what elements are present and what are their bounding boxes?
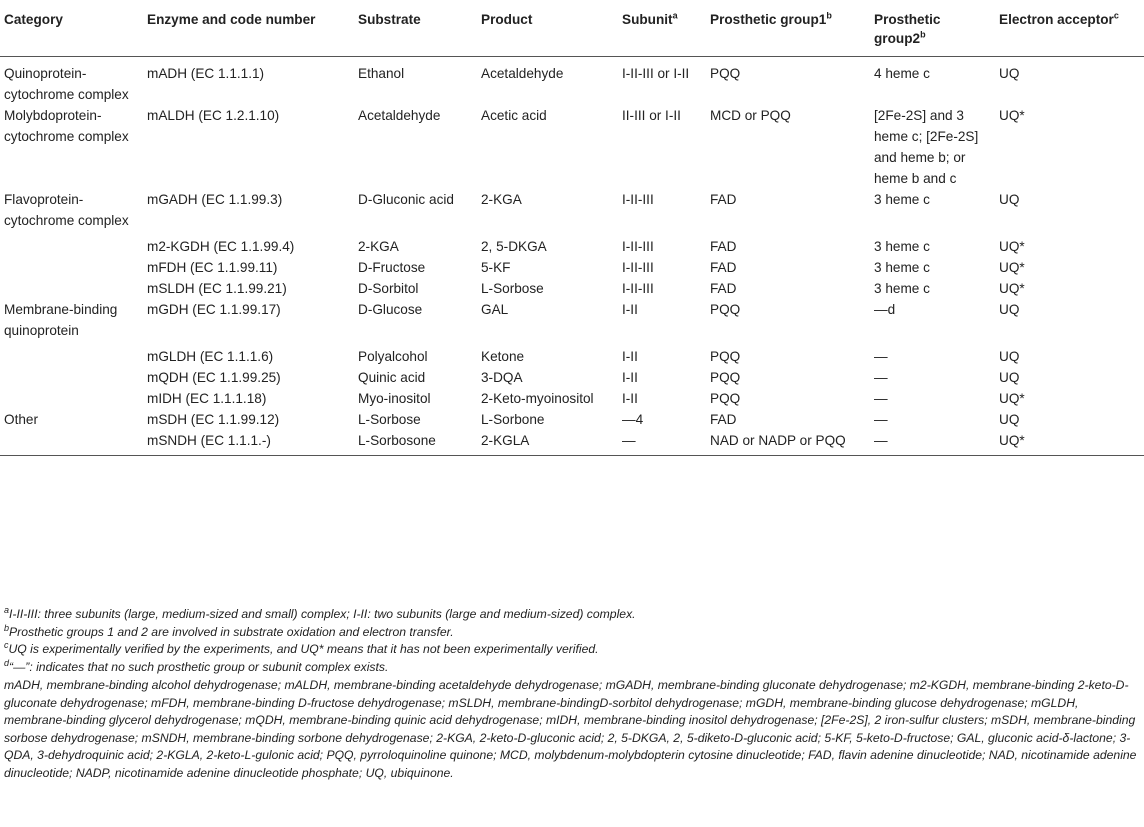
cell-pg2: — (874, 391, 888, 406)
cell-pg1: PQQ (710, 370, 741, 385)
header-substrate: Substrate (354, 4, 477, 57)
cell-product: 5-KF (481, 260, 511, 275)
cell-acceptor: UQ (999, 349, 1020, 364)
cell-pg2: — (874, 412, 888, 427)
cell-acceptor: UQ* (995, 430, 1144, 456)
table-row (0, 388, 1144, 409)
cell-pg1: FAD (710, 281, 737, 296)
cell-acceptor: UQ (999, 66, 1020, 81)
header-electron-acceptor: Electron acceptor$^c$ (995, 4, 1144, 57)
cell-enzyme: mALDH (EC 1.2.1.10) (147, 108, 280, 123)
cell-pg2: 4 heme c (874, 66, 930, 81)
cell-category: Molybdoprotein-cytochrome complex (4, 108, 129, 144)
cell-pg1: FAD (710, 412, 737, 427)
header-category: Category (0, 4, 143, 57)
cell-acceptor: UQ* (999, 108, 1025, 123)
cell-product: L-Sorbone (481, 412, 545, 427)
header-row (0, 4, 1144, 57)
cell-subunit: I-II-III (622, 192, 654, 207)
cell-category (0, 367, 143, 388)
abbreviations: mADH, membrane-binding alcohol dehydrogenase; mALDH, membrane-binding acetaldehyde dehydrogenase; mGADH, membrane-binding gluconate dehydrogenase; m2-KGDH, membrane-binding 2-keto-D-gluconate dehydrogenase; mFDH, membrane-binding D-fructose dehydrogenase; mSLDH, membrane-bindingD-sorbitol dehydrogenase; mGDH, membrane-binding glucose dehydrogenase; mGLDH, membrane-binding glycerol dehydrogenase; mQDH, membrane-binding quinic acid dehydrogenase; mIDH, membrane-binding inositol dehydrogenase; [2Fe-2S], 2 iron-sulfur clusters; mSDH, membrane-binding sorbose dehydrogenase; mSNDH, membrane-binding sorbone dehydrogenase; 2-KGA, 2-keto-D-gluconic acid; 2, 5-DKGA, 2, 5-diketo-D-gluconic acid; 5-KF, 5-keto-D-fructose; GAL, gluconic acid-δ-lactone; 3-QDA, 3-dehydroquinic acid; 2-KGLA, 2-keto-L-gulonic acid; PQQ, pyrroloquinoline quinone; MCD, molybdenum-molybdopterin cytosine dinucleotide; FAD, flavin adenine dinucleotide; NAD, nicotinamide adenine dinucleotide; NADP, nicotinamide adenine dinucleotide phosphate; UQ, ubiquinone. (4, 678, 1137, 780)
cell-category (0, 257, 143, 278)
table-notes (4, 606, 1140, 782)
cell-subunit: I-II (622, 391, 638, 406)
cell-enzyme: mFDH (EC 1.1.99.11) (147, 260, 278, 275)
cell-category (0, 231, 143, 257)
cell-enzyme: mSDH (EC 1.1.99.12) (147, 412, 280, 427)
cell-enzyme: mGDH (EC 1.1.99.17) (147, 302, 281, 317)
cell-subunit: —4 (622, 412, 644, 427)
cell-product: Acetic acid (481, 108, 547, 123)
cell-product: 2-KGLA (477, 430, 618, 456)
cell-substrate: Quinic acid (358, 370, 426, 385)
table-row (0, 189, 1144, 231)
cell-substrate: L-Sorbosone (354, 430, 477, 456)
header-enzyme: Enzyme and code number (143, 4, 354, 57)
cell-substrate: 2-KGA (358, 239, 399, 254)
footnote: $^c$UQ is experimentally verified by the experiments, and UQ* means that it has not been experimentally verified. (4, 639, 599, 656)
cell-substrate: Myo-inositol (358, 391, 431, 406)
table-row (0, 105, 1144, 189)
cell-substrate: Polyalcohol (358, 349, 428, 364)
cell-acceptor: UQ* (999, 281, 1025, 296)
cell-category: Membrane-binding quinoprotein (4, 302, 118, 338)
cell-product: Ketone (481, 349, 525, 364)
footnote: $^a$I-II-III: three subunits (large, medium-sized and small) complex; I-II: two subunits (large and medium-sized) complex. (4, 604, 636, 621)
cell-pg1: FAD (710, 239, 737, 254)
table-row (0, 409, 1144, 430)
table-row (0, 257, 1144, 278)
cell-substrate: D-Sorbitol (358, 281, 419, 296)
table-row (0, 278, 1144, 299)
cell-subunit: I-II (622, 370, 638, 385)
cell-pg1: PQQ (710, 391, 741, 406)
cell-substrate: D-Gluconic acid (358, 192, 454, 207)
cell-product: Acetaldehyde (481, 66, 564, 81)
cell-pg2: — (870, 430, 995, 456)
table-row (0, 57, 1144, 106)
cell-acceptor: UQ* (999, 239, 1025, 254)
cell-subunit: I-II (622, 302, 638, 317)
cell-product: L-Sorbose (481, 281, 544, 296)
cell-acceptor: UQ* (999, 391, 1025, 406)
header-subunit: Subunit$^a$ (618, 4, 706, 57)
cell-acceptor: UQ (999, 302, 1020, 317)
cell-enzyme: mSNDH (EC 1.1.1.-) (143, 430, 354, 456)
enzyme-table (0, 4, 1144, 456)
footnote: $^b$Prosthetic groups 1 and 2 are involved in substrate oxidation and electron transfer. (4, 622, 454, 639)
table-row (0, 341, 1144, 367)
cell-enzyme: mIDH (EC 1.1.1.18) (147, 391, 267, 406)
footnote: $^d$“—”: indicates that no such prosthetic group or subunit complex exists. (4, 657, 389, 674)
cell-product: 3-DQA (481, 370, 523, 385)
cell-category (0, 341, 143, 367)
table-row (0, 299, 1144, 341)
table-row (0, 430, 1144, 456)
cell-acceptor: UQ (999, 370, 1020, 385)
cell-pg2: — (874, 370, 888, 385)
cell-category: Other (4, 412, 38, 427)
cell-subunit: — (618, 430, 706, 456)
cell-pg1: PQQ (710, 66, 741, 81)
cell-enzyme: m2-KGDH (EC 1.1.99.4) (147, 239, 295, 254)
cell-enzyme: mGLDH (EC 1.1.1.6) (147, 349, 274, 364)
table-row (0, 367, 1144, 388)
cell-substrate: L-Sorbose (358, 412, 421, 427)
cell-subunit: I-II (622, 349, 638, 364)
cell-subunit: I-II-III (622, 281, 654, 296)
cell-pg1: FAD (710, 192, 737, 207)
cell-acceptor: UQ (999, 192, 1020, 207)
cell-substrate: D-Fructose (358, 260, 426, 275)
cell-category: Quinoprotein-cytochrome complex (4, 66, 129, 102)
cell-pg2: 3 heme c (874, 281, 930, 296)
header-prosthetic-group-2: Prosthetic group2$^b$ (870, 4, 995, 57)
cell-category (0, 430, 143, 456)
cell-pg1: FAD (710, 260, 737, 275)
header-prosthetic-group-1: Prosthetic group1$^b$ (706, 4, 870, 57)
cell-enzyme: mGADH (EC 1.1.99.3) (147, 192, 283, 207)
cell-product: 2-Keto-myoinositol (481, 391, 594, 406)
cell-subunit: I-II-III or I-II (622, 66, 690, 81)
cell-pg2: [2Fe-2S] and 3 heme c; [2Fe-2S] and heme b; or heme b and c (874, 108, 979, 186)
cell-enzyme: mSLDH (EC 1.1.99.21) (147, 281, 287, 296)
cell-pg1: MCD or PQQ (710, 108, 791, 123)
cell-substrate: Ethanol (358, 66, 405, 81)
cell-pg2: 3 heme c (874, 192, 930, 207)
cell-product: 2-KGA (481, 192, 522, 207)
cell-pg1: PQQ (710, 302, 741, 317)
cell-subunit: I-II-III (622, 260, 654, 275)
cell-enzyme: mQDH (EC 1.1.99.25) (147, 370, 281, 385)
cell-pg2: 3 heme c (874, 260, 930, 275)
cell-enzyme: mADH (EC 1.1.1.1) (147, 66, 265, 81)
cell-pg1: PQQ (710, 349, 741, 364)
cell-pg1: NAD or NADP or PQQ (706, 430, 870, 456)
cell-pg2: —d (874, 302, 896, 317)
cell-acceptor: UQ* (999, 260, 1025, 275)
cell-product: 2, 5-DKGA (481, 239, 547, 254)
cell-pg2: — (874, 349, 888, 364)
cell-subunit: II-III or I-II (622, 108, 681, 123)
header-product: Product (477, 4, 618, 57)
table-row (0, 231, 1144, 257)
cell-pg2: 3 heme c (874, 239, 930, 254)
cell-category: Flavoprotein-cytochrome complex (4, 192, 129, 228)
cell-category (0, 388, 143, 409)
cell-substrate: D-Glucose (358, 302, 423, 317)
cell-category (0, 278, 143, 299)
cell-acceptor: UQ (999, 412, 1020, 427)
cell-subunit: I-II-III (622, 239, 654, 254)
cell-product: GAL (481, 302, 509, 317)
cell-substrate: Acetaldehyde (358, 108, 441, 123)
